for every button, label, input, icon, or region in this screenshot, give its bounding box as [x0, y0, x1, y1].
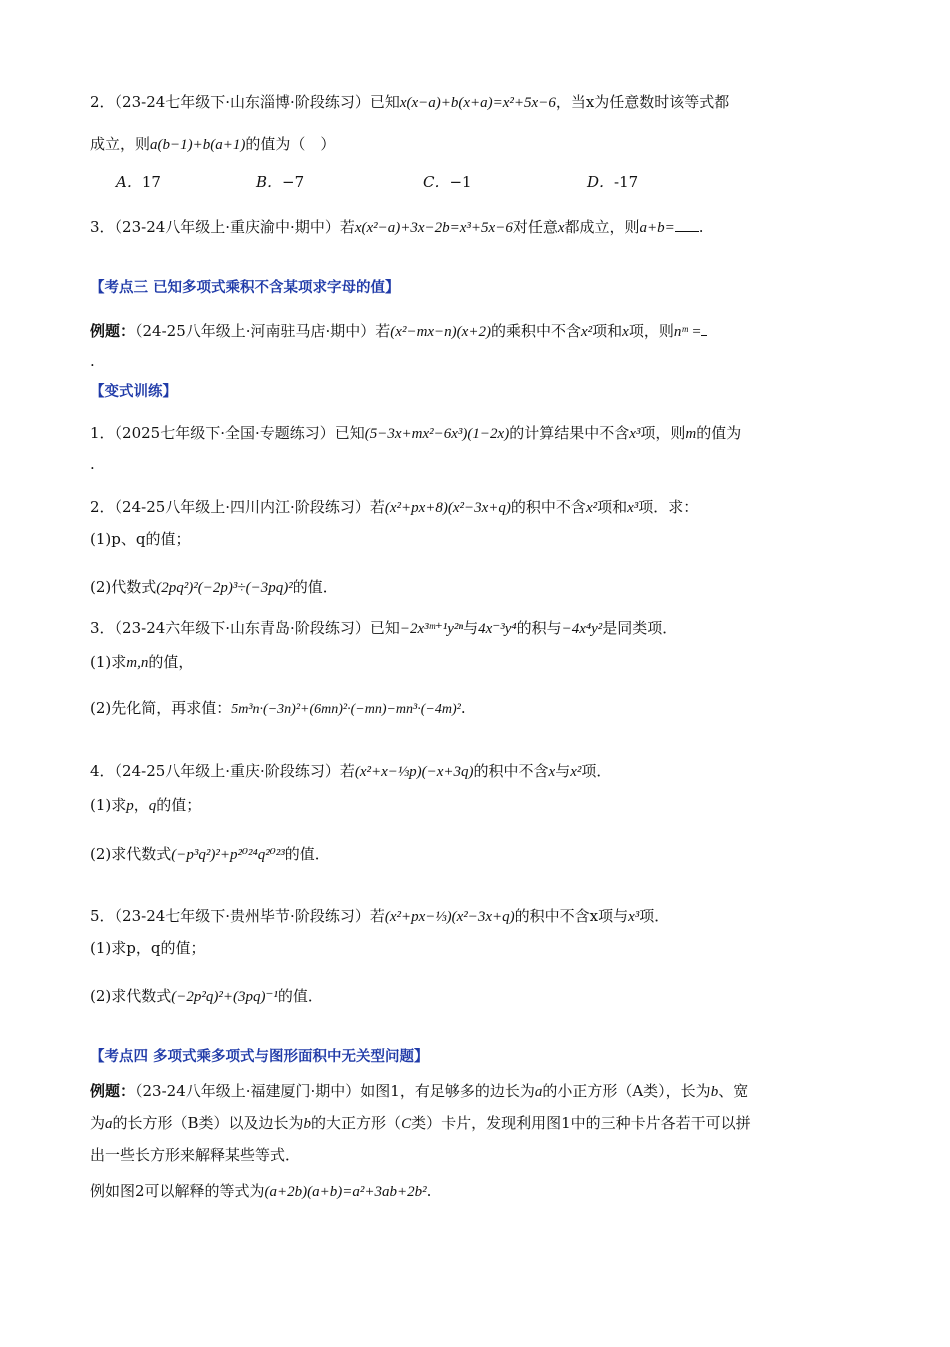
- term: x²: [585, 500, 598, 516]
- question-text: 成立，则: [90, 135, 151, 153]
- expression: nᵐ =: [673, 324, 702, 340]
- question-text: 的值．: [292, 578, 338, 596]
- v2-sub2: [90, 576, 338, 599]
- question-text: (2)求代数式: [90, 845, 172, 863]
- question-source: （23-24七年级下·贵州毕节·阶段练习）若: [114, 907, 385, 925]
- question-text: 的值为: [696, 424, 742, 442]
- question-text: 的计算结果中不含: [509, 424, 630, 442]
- variant-title: 【变式训练】: [90, 384, 177, 400]
- question-text: 例如图2可以解释的等式为: [90, 1182, 265, 1200]
- option-c: C．−1: [423, 173, 472, 191]
- example-line: [90, 320, 707, 343]
- question-text: 项．: [581, 762, 612, 780]
- term: x²: [580, 324, 593, 340]
- question-source: （24-25八年级上·重庆·阶段练习）若: [114, 762, 355, 780]
- question-text: 的大正方形（: [311, 1114, 402, 1132]
- v5-sub1: (1)求p，q的值；: [90, 939, 206, 957]
- question-text: ，当x为任意数时该等式都: [555, 93, 730, 111]
- question-text: 项．求：: [638, 498, 699, 516]
- v5-line: [90, 905, 669, 928]
- expression: (−2p²q)²+(3pq)⁻¹: [171, 989, 278, 1005]
- question-number: 2．: [90, 498, 115, 516]
- expression: (x²+px−⅓)(x²−3x+q): [384, 909, 515, 925]
- expression: (x²−mx−n)(x+2): [390, 324, 491, 340]
- question-source: （23-24七年级下·山东淄博·阶段练习）已知: [114, 93, 400, 111]
- question-text: 的值为（ ）: [245, 135, 336, 153]
- variable: C: [401, 1116, 412, 1132]
- question-number: 4．: [90, 762, 115, 780]
- expression: (a+2b)(a+b)=a²+3ab+2b²: [264, 1184, 427, 1200]
- term: x³: [627, 500, 639, 516]
- question-text: 对任意: [512, 218, 558, 236]
- question-text: 项和: [597, 498, 628, 516]
- question-text: 是同类项．: [602, 619, 678, 637]
- variable: a: [534, 1084, 543, 1100]
- v4-sub2: [90, 843, 330, 866]
- expression: (x²+px+8)(x²−3x+q): [384, 500, 511, 516]
- question-number: 3．: [90, 218, 115, 236]
- term: x: [548, 764, 556, 780]
- answer-blank: [701, 321, 707, 336]
- question-source: （2025七年级下·全国·专题练习）已知: [114, 424, 365, 442]
- question-text: (2)求代数式: [90, 987, 172, 1005]
- section-title: 【考点三 已知多项式乘积不含某项求字母的值】: [90, 280, 400, 296]
- v3-line: [90, 617, 677, 640]
- answer-blank: [675, 217, 699, 232]
- q3-line: [90, 216, 704, 239]
- question-text: 的值．: [284, 845, 330, 863]
- v2-sub1: (1)p、q的值；: [90, 530, 191, 548]
- question-number: 3．: [90, 619, 115, 637]
- question-text: (1)求: [90, 653, 127, 671]
- v2-line: [90, 496, 698, 519]
- term: x²: [570, 764, 582, 780]
- q2-line2: [90, 133, 335, 156]
- variable: b: [710, 1084, 719, 1100]
- expression: 5m³n·(−3n)²+(6mn)²·(−mn)−mn³·(−4m)²: [231, 702, 461, 717]
- question-text: 与: [463, 619, 479, 637]
- question-text: 项，则: [640, 424, 686, 442]
- ex4-line1: [90, 1080, 748, 1103]
- question-text: 的乘积中不含: [490, 322, 581, 340]
- option-b: B．−7: [256, 173, 305, 191]
- question-text: 与: [555, 762, 571, 780]
- variable: a: [105, 1116, 113, 1132]
- term: x³: [628, 909, 640, 925]
- v5-sub2: [90, 985, 323, 1008]
- question-text: 的积中不含x项与: [514, 907, 629, 925]
- question-text: 类）卡片，发现利用图1中的三种卡片各若干可以拼: [411, 1114, 751, 1132]
- ex4-line2: [90, 1112, 751, 1135]
- expression: (5−3x+mx²−6x³)(1−2x): [364, 426, 510, 442]
- example-dot: .: [90, 352, 95, 370]
- question-source: （23-24六年级下·山东青岛·阶段练习）已知: [114, 619, 400, 637]
- expression: (−p³q²)²+p²⁰²⁴q²⁰²³: [171, 847, 285, 863]
- variable: b: [303, 1116, 312, 1132]
- question-text: .: [698, 218, 704, 236]
- expression: (2pq²)²(−2p)³÷(−3pq)²: [156, 580, 293, 596]
- q2-line1: [90, 91, 729, 114]
- v4-sub1: [90, 794, 201, 817]
- question-text: .: [426, 1182, 432, 1200]
- question-text: 为: [90, 1114, 106, 1132]
- ex4-line3: 出一些长方形来解释某些等式．: [90, 1146, 301, 1164]
- question-text: 的值．: [277, 987, 323, 1005]
- v1-line: [90, 422, 741, 445]
- variable: x: [557, 220, 565, 236]
- question-text: 都成立，则: [564, 218, 640, 236]
- question-number: 2．: [90, 93, 115, 111]
- variable: p: [126, 798, 134, 814]
- question-text: (1)求: [90, 796, 127, 814]
- question-text: （23-24八年级上·福建厦门·期中）如图1，有足够多的边长为: [135, 1082, 535, 1100]
- question-text: 项．: [639, 907, 670, 925]
- question-text: .: [460, 699, 466, 717]
- question-text: ，: [133, 796, 149, 814]
- question-text: (2)代数式: [90, 578, 157, 596]
- term: x³: [629, 426, 641, 442]
- section-title: 【考点四 多项式乘多项式与图形面积中无关型问题】: [90, 1049, 429, 1065]
- variable: m,n: [126, 655, 149, 671]
- question-text: 项和: [592, 322, 623, 340]
- variable: m: [685, 426, 697, 442]
- v1-dot: .: [90, 455, 95, 473]
- example-label: 例题：: [90, 322, 136, 340]
- question-text: 的积中不含: [510, 498, 586, 516]
- term: x: [622, 324, 629, 340]
- v4-line: [90, 760, 611, 783]
- expression: a(b−1)+b(a+1): [150, 137, 246, 153]
- expression: −4x⁴y²: [561, 621, 603, 637]
- question-text: 的值；: [156, 796, 202, 814]
- v3-sub2: [90, 697, 466, 721]
- question-text: 的积中不含: [473, 762, 549, 780]
- variable: q: [148, 798, 157, 814]
- question-text: 项，则: [628, 322, 674, 340]
- question-text: (2)先化简，再求值：: [90, 699, 232, 717]
- equation: x(x²−a)+3x−2b=x³+5x−6: [354, 220, 513, 236]
- option-a: A．17: [116, 173, 161, 191]
- question-text: 的小正方形（A类），长为: [542, 1082, 711, 1100]
- equation: x(x−a)+b(x+a)=x²+5x−6: [399, 95, 556, 111]
- question-text: 的长方形（B类）以及边长为: [112, 1114, 304, 1132]
- expression: 4x⁻³y⁴: [478, 621, 517, 637]
- example-label: 例题：: [90, 1082, 136, 1100]
- question-source: （23-24八年级上·重庆渝中·期中）若: [114, 218, 355, 236]
- question-source: （24-25八年级上·四川内江·阶段练习）若: [114, 498, 385, 516]
- question-text: 的积与: [516, 619, 562, 637]
- question-text: 、宽: [718, 1082, 749, 1100]
- expression: a+b=: [639, 220, 675, 236]
- ex4-line4: [90, 1180, 431, 1203]
- v3-sub1: [90, 651, 193, 674]
- option-d: D．-17: [587, 173, 639, 191]
- question-number: 5．: [90, 907, 115, 925]
- expression: (x²+x−⅓p)(−x+3q): [354, 764, 474, 780]
- expression: −2x³ᵐ⁺¹y²ⁿ: [399, 621, 464, 637]
- question-text: 的值，: [148, 653, 194, 671]
- question-number: 1．: [90, 424, 115, 442]
- question-source: （24-25八年级上·河南驻马店·期中）若: [135, 322, 391, 340]
